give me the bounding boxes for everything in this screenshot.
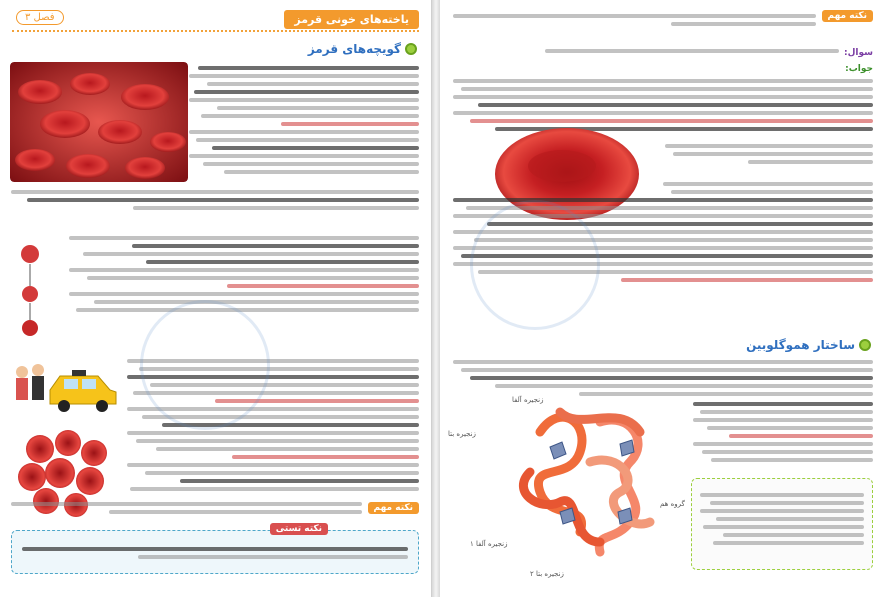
cell-division-diagram bbox=[8, 230, 52, 340]
paragraph-numbers bbox=[11, 186, 419, 214]
label-alpha-2: زنجیره آلفا ۱ bbox=[470, 540, 508, 548]
section-heading-hemoglobin bbox=[746, 338, 871, 352]
label-alpha: زنجیره آلفا bbox=[512, 396, 544, 404]
book-gutter bbox=[432, 0, 440, 597]
chapter-header bbox=[12, 8, 419, 32]
hemoglobin-text-right bbox=[693, 398, 873, 466]
chapter-number: فصل ۳ bbox=[16, 10, 64, 25]
section-heading-text: گویچه‌های قرمز bbox=[307, 42, 401, 56]
tip-badge: نکته مهم bbox=[368, 502, 419, 514]
cell-division-svg bbox=[8, 230, 52, 340]
blood-vessel-photo bbox=[10, 62, 188, 182]
right-tip-badge: نکته مهم bbox=[822, 10, 873, 22]
section-heading-red-cells bbox=[308, 42, 417, 56]
label-beta-2: زنجیره بتا ۲ bbox=[530, 570, 564, 578]
note-box-tag: نکته تستی bbox=[270, 523, 328, 535]
top-tip-row bbox=[453, 10, 873, 30]
label-beta: زنجیره بتا bbox=[448, 430, 476, 438]
taxi-illustration bbox=[10, 350, 120, 420]
tip-row bbox=[11, 498, 419, 518]
label-heme: گروه هم bbox=[660, 500, 685, 508]
answer-label: جواب: bbox=[845, 64, 873, 74]
right-page bbox=[440, 0, 885, 597]
hemoglobin-note-box bbox=[691, 478, 873, 570]
chapter-title: یاخته‌های خونی قرمز bbox=[284, 10, 419, 29]
question-label: سوال: bbox=[844, 48, 873, 58]
left-page bbox=[0, 0, 432, 597]
hemoglobin-bullet-icon bbox=[859, 339, 871, 351]
section-bullet-icon bbox=[405, 43, 417, 55]
watermark-circle-right bbox=[470, 200, 600, 330]
note-box bbox=[11, 524, 419, 574]
intro-text-block bbox=[189, 62, 419, 178]
formula-block bbox=[69, 232, 419, 316]
hemoglobin-structure-diagram bbox=[500, 392, 680, 567]
watermark-circle bbox=[140, 300, 270, 430]
hemoglobin-heading-text: ساختار هموگلوبین bbox=[746, 338, 855, 352]
question-2 bbox=[665, 140, 873, 168]
